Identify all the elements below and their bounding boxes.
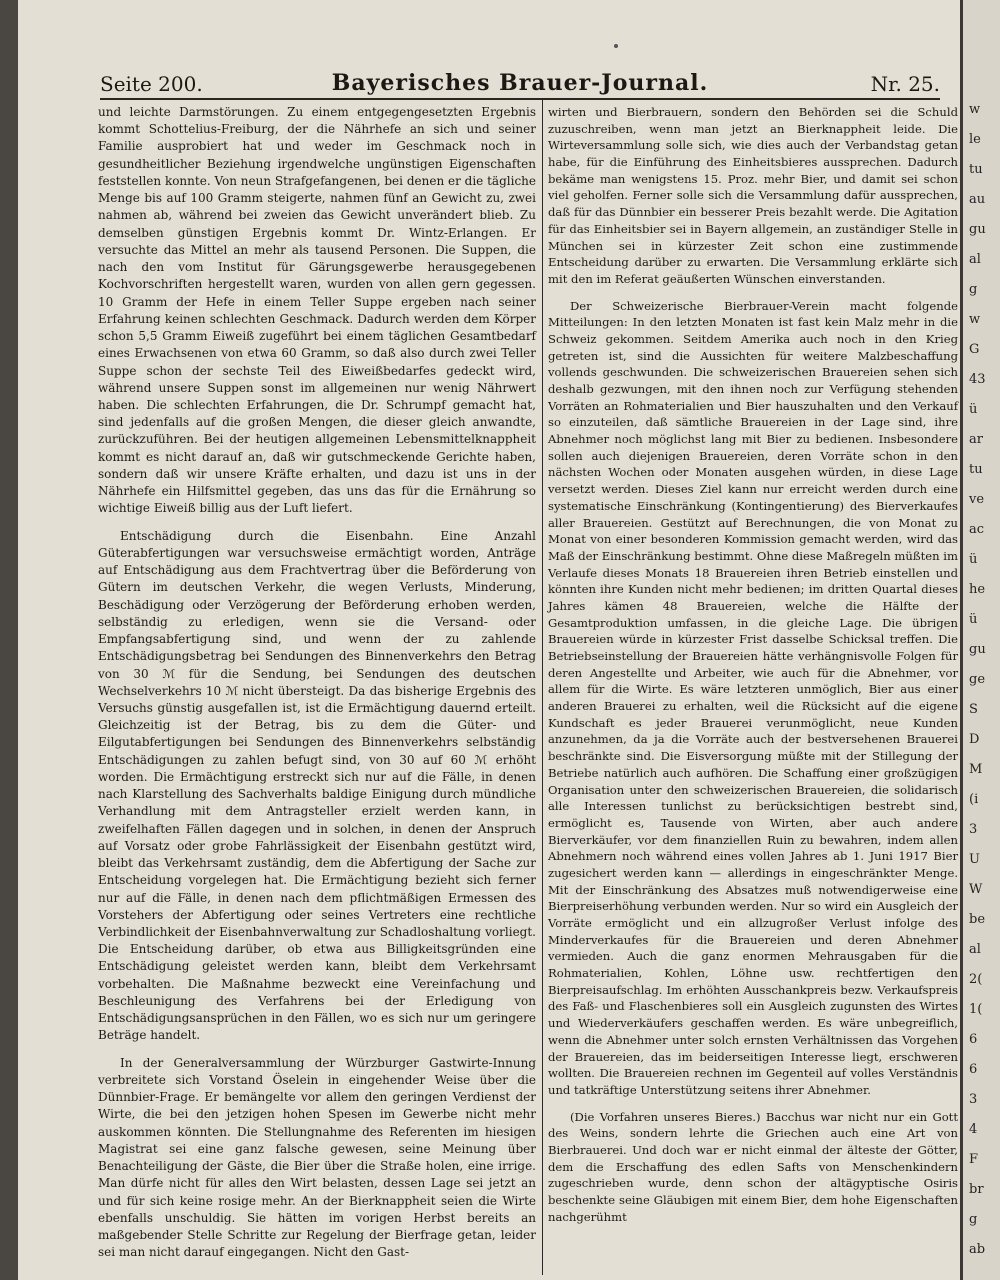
edge-fragment: 3 [969,822,978,837]
edge-fragment: tu [969,462,983,477]
left-column [98,104,536,1261]
article-paragraph: (Die Vorfahren unseres Bieres.) Bacchus war nicht nur ein Gott des Weins, sondern lehrte die Griechen auch eine Art von Bierbrauerei. Und doch war er nicht einmal der älteste der Götter, dem die Erschaffung des edlen Safts von Menschenkindern zugeschrieben wurde, denn schon der altägyptische Osiris beschenkte seine Gläubigen mit einem Bier, dem hohe Eigenschaften nachgerühmt [548,1109,958,1224]
page-header [100,70,940,98]
edge-fragment: (i [969,792,979,807]
edge-fragment: g [969,1212,978,1227]
page-number: Seite 200. [100,72,203,96]
issue-number: Nr. 25. [870,72,940,96]
edge-fragment: 43 [969,372,986,387]
edge-fragment: he [969,582,986,597]
edge-fragment: 3 [969,1092,978,1107]
edge-fragment: G [969,342,980,357]
edge-fragment: al [969,942,981,957]
edge-fragment: D [969,732,980,747]
edge-fragment: gu [969,642,986,657]
edge-fragment: ac [969,522,985,537]
edge-fragment: g [969,282,978,297]
edge-fragment: gu [969,222,986,237]
edge-fragment: M [969,762,983,777]
edge-fragment: U [969,852,980,867]
edge-fragment: au [969,192,986,207]
scan-speck [614,44,618,48]
edge-fragment: w [969,102,981,117]
edge-fragment: 1( [969,1002,983,1017]
article-paragraph: Entschädigung durch die Eisenbahn. Eine Anzahl Güterabfertigungen war versuchsweise ermächtigt worden, Anträge auf Entschädigung aus dem Frachtvertrag über die Beförderung von Gütern im deutschen Verkehr, die wegen Verlusts, Minderung, Beschädigung oder Verzögerung der Beförderung erhoben werden, selbständig zu erledigen, wenn sie die Versand- oder Empfangsabfertigung sind, und wenn der zu zahlende Entschädigungsbetrag bei Sendungen des Binnenverkehrs den Betrag von 30 ℳ für die Sendung, bei Sendungen des deutschen Wechselverkehrs 10 ℳ nicht übersteigt. Da das bisherige Ergebnis des Versuchs günstig ausgefallen ist, ist die Ermächtigung dauernd erteilt. Gleichzeitig ist der Betrag, bis zu dem die Güter- und Eilgutabfertigungen bei Sendungen des Binnenverkehrs selbständig Entschädigungen zu zahlen befugt sind, von 30 auf 60 ℳ erhöht worden. Die Ermächtigung erstreckt sich nur auf die Fälle, in denen nach Klarstellung des Sachverhalts baldige Einigung durch mündliche Verhandlung mit dem Antragsteller erzielt werden kann, in zweifelhaften Fällen dagegen und in solchen, in denen der Anspruch auf Vorsatz oder grobe Fahrlässigkeit der Eisenbahn gestützt wird, bleibt das Verkehrsamt zuständig, dem die Abfertigung der Sache zur Entscheidung vorgelegen hat. Die Ermächtigung bezieht sich ferner nur auf die Fälle, in denen nach dem pflichtmäßigen Ermessen des Vorstehers der Abfertigung oder seines Vertreters eine rechtliche Verbindlichkeit der Eisenbahnverwaltung zur Schadloshaltung vorliegt. Die Entscheidung darüber, ob etwa aus Billigkeitsgründen eine Entschädigung geleistet werden kann, bleibt dem Verkehrsamt vorbehalten. Die Maßnahme bezweckt eine Vereinfachung und Beschleunigung des Verfahrens bei der Erledigung von Entschädigungsansprüchen in den Fällen, wo es sich nur um geringere Beträge handelt. [98,528,536,1043]
next-page-edge [960,0,1000,1280]
header-rule [100,98,940,100]
article-paragraph: Der Schweizerische Bierbrauer-Verein macht folgende Mitteilungen: In den letzten Monaten ist fast kein Malz mehr in die Schweiz gekommen. Seitdem Amerika auch noch in den Krieg getreten ist, sind die Aussichten für weitere Malzbeschaffung vollends geschwunden. Die schweizerischen Brauereien sehen sich deshalb gezwungen, mit den ihnen noch zur Verfügung stehenden Vorräten an Rohmaterialien und Bier hauszuhalten und den Verkauf so einzuteilen, daß sämtliche Brauereien in der Lage sind, ihre Abnehmer noch möglichst lang mit Bier zu bedienen. Insbesondere sollen auch diejenigen Brauereien, deren Vorräte schon in den nächsten Wochen oder Monaten ausgehen würden, in diese Lage versetzt werden. Dieses Ziel kann nur erreicht werden durch eine systematische Einschränkung (Kontingentierung) des Bierverkaufes aller Brauereien. Gestützt auf Berechnungen, die von Monat zu Monat von einer besonderen Kommission gemacht werden, wird das Maß der Einschränkung bestimmt. Ohne diese Maßregeln müßten im Verlaufe dieses Monats 18 Brauereien ihren Betrieb einstellen und könnten ihre Kunden nicht mehr bedienen; im dritten Quartal dieses Jahres kämen 48 Brauereien, welche die Hälfte der Gesamtproduktion umfassen, in die gleiche Lage. Die übrigen Brauereien würde in kürzester Frist dasselbe Schicksal treffen. Die Betriebseinstellung der Brauereien hätte verhängnisvolle Folgen für deren Angestellte und Arbeiter, wie auch für die Abnehmer, vor allem für die Wirte. Es wäre letzteren unmöglich, Bier aus einer anderen Brauerei zu erhalten, weil die Rücksicht auf die eigene Kundschaft es jeder Brauerei verunmöglicht, neue Kunden anzunehmen, da ja die Vorräte auch der bestversehenen Brauerei beschränkte sind. Die Eisversorgung müßte mit der Stillegung der Betriebe natürlich auch aufhören. Die Schaffung einer großzügigen Organisation unter den schweizerischen Brauereien, die solidarisch alle Interessen tunlichst zu berücksichtigen bestrebt sind, ermöglicht es, Tausende von Wirten, aber auch andere Bierverkäufer, vor dem finanziellen Ruin zu bewahren, indem allen Abnehmern noch während eines vollen Jahres ab 1. Juni 1917 Bier zugesichert werden kann — allerdings in eingeschränkter Menge. Mit der Einschränkung des Absatzes muß notwendigerweise eine Bierpreiserhöhung verbunden werden. Nur so wird ein Ausgleich der Vorräte ermöglicht und ein allzugroßer Verlust infolge des Minderverkaufes für die Brauereien und deren Abnehmer vermieden. Auch die ganz enormen Mehrausgaben für die Rohmaterialien, Kohlen, Löhne usw. rechtfertigen den Bierpreisaufschlag. Im erhöhten Ausschankpreis bezw. Verkaufspreis des Faß- und Flaschenbieres soll ein Ausgleich zugunsten des Wirtes und Wiederverkäufers geschaffen werden. Es wäre unbegreiflich, wenn die Abnehmer unter solch ernsten Verhältnissen das Vorgehen der Brauereien, das im beiderseitigen Interesse liegt, erschweren wollten. Die Brauereien rechnen im Gegenteil auf volles Verständnis und tatkräftige Unterstützung seitens ihrer Abnehmer. [548,298,958,1097]
edge-fragment: ar [969,432,983,447]
article-paragraph: und leichte Darmstörungen. Zu einem entgegengesetzten Ergebnis kommt Schottelius-Freiburg, der die Nährhefe an sich und seiner Familie ausprobiert hat und weder im Geschmack noch in gesundheitlicher Beziehung irgendwelche ungünstigen Eigenschaften feststellen konnte. Von neun Strafgefangenen, bei denen er die tägliche Menge bis auf 100 Gramm steigerte, nahmen fünf an Gewicht zu, zwei nahmen ab, während bei zweien das Gewicht unverändert blieb. Zu demselben günstigen Ergebnis kommt Dr. Wintz-Erlangen. Er versuchte das Mittel an mehr als tausend Personen. Die Suppen, die nach den vom Institut für Gärungsgewerbe herausgegebenen Kochvorschriften hergestellt waren, wurden von allen gern gegessen. 10 Gramm der Hefe in einem Teller Suppe ergeben nach seiner Erfahrung keinen schlechten Geschmack. Dadurch werden dem Körper schon 5,5 Gramm Eiweiß zugeführt bei einem täglichen Gesamtbedarf eines Erwachsenen von etwa 60 Gramm, so daß also durch zwei Teller Suppe schon der sechste Teil des Eiweißbedarfes gedeckt wird, während unsere Suppen sonst im allgemeinen nur wenig Nährwert haben. Die schlechten Erfahrungen, die Dr. Schrumpf gemacht hat, sind jedenfalls auf die großen Mengen, die dieser gleich anwandte, zurückzuführen. Bei der heutigen allgemeinen Lebensmittelknappheit kommt es nicht darauf an, daß wir gutschmeckende Gerichte haben, sondern daß wir unsere Kräfte erhalten, und dazu ist uns in der Nährhefe ein Hilfsmittel gegeben, das uns das für die Ernährung so wichtige Eiweiß billig aus der Luft liefert. [98,105,536,516]
edge-fragment: ü [969,612,978,627]
edge-fragment: ab [969,1242,986,1257]
edge-fragment: S [969,702,978,717]
edge-fragment: 4 [969,1122,978,1137]
edge-fragment: be [969,912,986,927]
scan-dark-margin [0,0,18,1280]
right-column [548,104,958,1225]
edge-fragment: w [969,312,981,327]
edge-fragment: 6 [969,1062,978,1077]
edge-fragment: ge [969,672,986,687]
article-paragraph: wirten und Bierbrauern, sondern den Behörden sei die Schuld zuzuschreiben, wenn man jetzt an Bierknappheit leide. Die Wirteversammlung solle sich, wie dies auch der Verbandstag getan habe, für die Einführung des Einheitsbieres aussprechen. Dadurch bekäme man wenigstens 15. Proz. mehr Bier, und damit sei schon viel geholfen. Ferner solle sich die Versammlung dafür aussprechen, daß für das Dünnbier ein besserer Preis bezahlt werde. Die Agitation für das Einheitsbier sei in Bayern allgemein, an zuständiger Stelle in München sei in kürzester Zeit schon eine zustimmende Entscheidung darüber zu erwarten. Die Versammlung erklärte sich mit den im Referat geäußerten Wünschen einverstanden. [548,105,958,286]
article-paragraph: In der Generalversammlung der Würzburger Gastwirte-Innung verbreitete sich Vorstand Öselein in eingehender Weise über die Dünnbier-Frage. Er bemängelte vor allem den geringen Verdienst der Wirte, die bei den jetzigen hohen Spesen im Gewerbe nicht mehr auskommen könnten. Die Stellungnahme des Referenten im hiesigen Magistrat sei eine ganz falsche gewesen, seine Meinung über Benachteiligung der Gäste, die Bier über die Straße holen, eine irrige. Man dürfe nicht für alles den Wirt belasten, dessen Lage sei jetzt an und für sich keine rosige mehr. An der Bierknappheit seien die Wirte ebenfalls unschuldig. Sie hätten im vorigen Herbst bereits an maßgebender Stelle Schritte zur Regelung der Bierfrage getan, leider sei man nicht darauf eingegangen. Nicht den Gast- [98,1055,536,1260]
edge-fragment: W [969,882,983,897]
edge-fragment: al [969,252,981,267]
edge-fragment: 2( [969,972,983,987]
edge-fragment: ü [969,402,978,417]
journal-title: Bayerisches Brauer-Journal. [331,70,709,96]
edge-fragment: br [969,1182,984,1197]
edge-fragment: ü [969,552,978,567]
edge-fragment: F [969,1152,979,1167]
newspaper-page [18,0,960,1280]
edge-fragment: tu [969,162,983,177]
edge-fragment: ve [969,492,985,507]
edge-fragment: le [969,132,981,147]
column-rule [542,100,543,1275]
edge-fragment: 6 [969,1032,978,1047]
